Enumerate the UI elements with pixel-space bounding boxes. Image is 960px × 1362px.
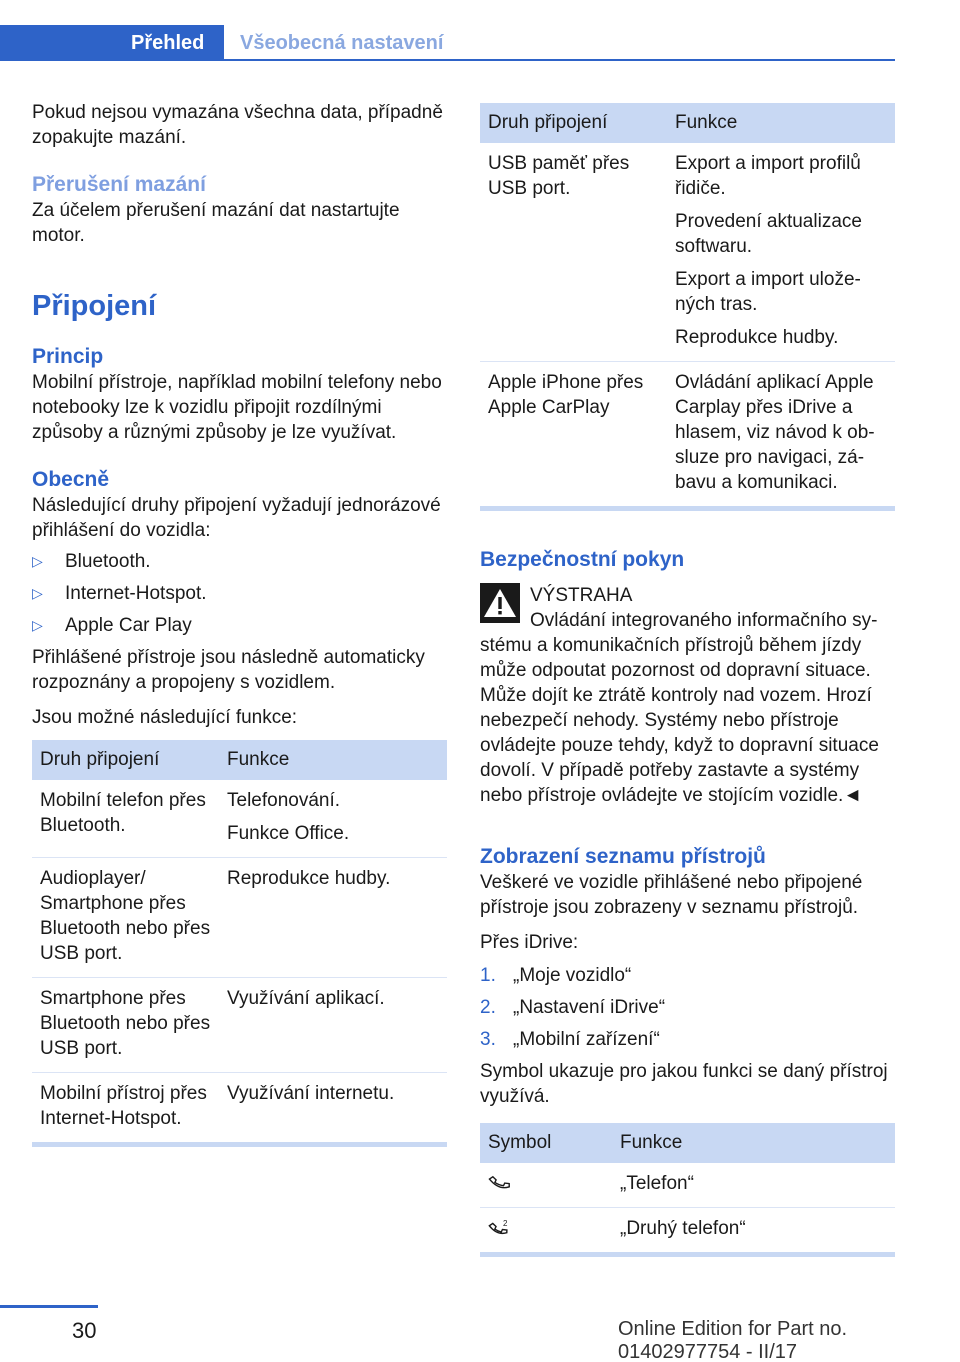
tab-vseobecna-nastaveni[interactable]: Všeobecná nastavení	[240, 32, 444, 54]
table-cell: Ovládání aplikací Apple Carplay přes iDrive a hlasem, viz návod k obsluze pro navigaci, zábavu a komunikaci.	[675, 372, 875, 493]
connection-heading: Připojení	[32, 290, 157, 322]
table-row	[32, 780, 447, 858]
second-phone-icon	[488, 1218, 510, 1236]
functions-paragraph: Jsou možné následující funkce:	[32, 707, 298, 728]
intro-paragraph: Pokud nejsou vymazána všechna data, případně zopakujte mazání.	[32, 102, 443, 148]
warning-triangle-icon	[480, 583, 520, 623]
column-header: Funkce	[612, 1123, 895, 1163]
table-row	[32, 978, 447, 1073]
column-header: Symbol	[480, 1123, 612, 1163]
list-item: 2. „Nastavení iDrive“	[480, 997, 666, 1018]
table-row	[480, 1208, 895, 1255]
column-header: Druh připojení	[480, 103, 667, 143]
interrupt-heading: Přerušení mazání	[32, 173, 206, 196]
table-cell: Mobilní přístroj přes Internet-Hotspot.	[40, 1083, 207, 1129]
warning-block	[480, 583, 895, 808]
table-cell: Telefonování. Funkce Office.	[219, 780, 447, 858]
interrupt-paragraph: Za účelem přerušení mazání dat nastartujte motor.	[32, 200, 400, 246]
triangle-bullet-icon: ▷	[32, 585, 43, 601]
table-header-row	[32, 740, 447, 780]
table-cell: USB paměť přes USB port.	[480, 143, 667, 362]
page-number: 30	[72, 1318, 97, 1343]
table-cell	[480, 1208, 612, 1255]
device-list-heading: Zobrazení seznamu přístrojů	[480, 845, 766, 868]
device-list-paragraph: Veškeré ve vozidle přihlášené nebo připojené přístroje jsou zobrazeny v seznamu přístrojů.	[480, 872, 863, 918]
idrive-steps	[480, 963, 895, 1052]
triangle-bullet-icon: ▷	[32, 617, 43, 633]
right-column	[480, 103, 895, 1257]
table-header-row	[480, 1123, 895, 1163]
tab-prehled[interactable]: Přehled	[0, 25, 224, 61]
phone-icon	[488, 1173, 510, 1191]
page-header	[0, 25, 895, 61]
column-header: Funkce	[219, 740, 447, 780]
list-item: ▷ Bluetooth.	[32, 551, 151, 572]
functions-table	[32, 740, 447, 1147]
table-cell: Reprodukce hudby.	[219, 858, 447, 978]
column-header: Druh připojení	[32, 740, 219, 780]
list-item: ▷ Apple Car Play	[32, 615, 192, 636]
table-cell: Apple iPhone přes Apple CarPlay	[488, 372, 644, 418]
list-item: 3. „Mobilní zařízení“	[480, 1029, 660, 1050]
table-row	[480, 362, 895, 509]
table-cell: „Druhý telefon“	[620, 1218, 746, 1239]
table-cell: „Telefon“	[612, 1163, 895, 1208]
warning-title: VÝSTRAHA	[530, 585, 633, 606]
general-paragraph: Následující druhy připojení vyžadují jednorázové přihlášení do vozidla:	[32, 495, 441, 541]
warning-body: Ovládání integrovaného informačního systému a komunikačních přístrojů během jízdy může odpoutat pozornost od dopravní situace. Může dojít ke ztrátě kontroly nad vozem. Hrozí nebezpečí nehody. Systémy nebo přístroje ovládejte pouze tehdy, když to dopravní situace dovolí. V případě potřeby zastavte a systémy nebo přístroje ovládejte ve stojícím vozidle.◄	[480, 610, 879, 806]
table-row	[480, 1163, 895, 1208]
triangle-bullet-icon: ▷	[32, 553, 43, 569]
table-cell: Využívání internetu.	[227, 1083, 395, 1104]
idrive-paragraph: Přes iDrive:	[480, 932, 579, 953]
table-cell: Smartphone přes Bluetooth nebo přes USB port.	[32, 978, 219, 1073]
general-heading: Obecně	[32, 468, 110, 491]
table-cell: Využívání aplikací.	[219, 978, 447, 1073]
table-row	[480, 143, 895, 362]
table-header-row	[480, 103, 895, 143]
column-header: Funkce	[667, 103, 895, 143]
table-row	[32, 858, 447, 978]
list-item: 1. „Moje vozidlo“	[480, 965, 632, 986]
table-cell: Mobilní telefon přes Bluetooth.	[32, 780, 219, 858]
list-item: ▷ Internet-Hotspot.	[32, 583, 207, 604]
table-row	[32, 1073, 447, 1145]
connection-type-list	[32, 549, 447, 638]
safety-heading: Bezpečnostní pokyn	[480, 548, 685, 571]
table-cell	[480, 1163, 612, 1208]
symbol-table	[480, 1123, 895, 1257]
edition-note: Online Edition for Part no. 01402977754 - II/17	[618, 1318, 848, 1362]
symbol-paragraph: Symbol ukazuje pro jakou funkci se daný přístroj využívá.	[480, 1061, 888, 1107]
auto-paragraph: Přihlášené přístroje jsou následně automaticky rozpoznány a propojeny s vozidlem.	[32, 647, 425, 693]
usb-table	[480, 103, 895, 511]
svg-text:2: 2	[503, 1219, 508, 1228]
principle-heading: Princip	[32, 345, 104, 368]
footer-divider	[0, 1305, 98, 1308]
principle-paragraph: Mobilní přístroje, například mobilní telefony nebo notebooky lze k vozidlu připojit rozdílnými způsoby a různými způsoby je lze využívat.	[32, 372, 442, 443]
left-column	[32, 100, 447, 1147]
table-cell: Audioplayer/ Smartphone přes Bluetooth nebo přes USB port.	[32, 858, 219, 978]
table-cell: Export a import profilů řidiče. Provedení aktualizace softwaru. Export a import uložených tras. Reprodukce hudby.	[667, 143, 895, 362]
